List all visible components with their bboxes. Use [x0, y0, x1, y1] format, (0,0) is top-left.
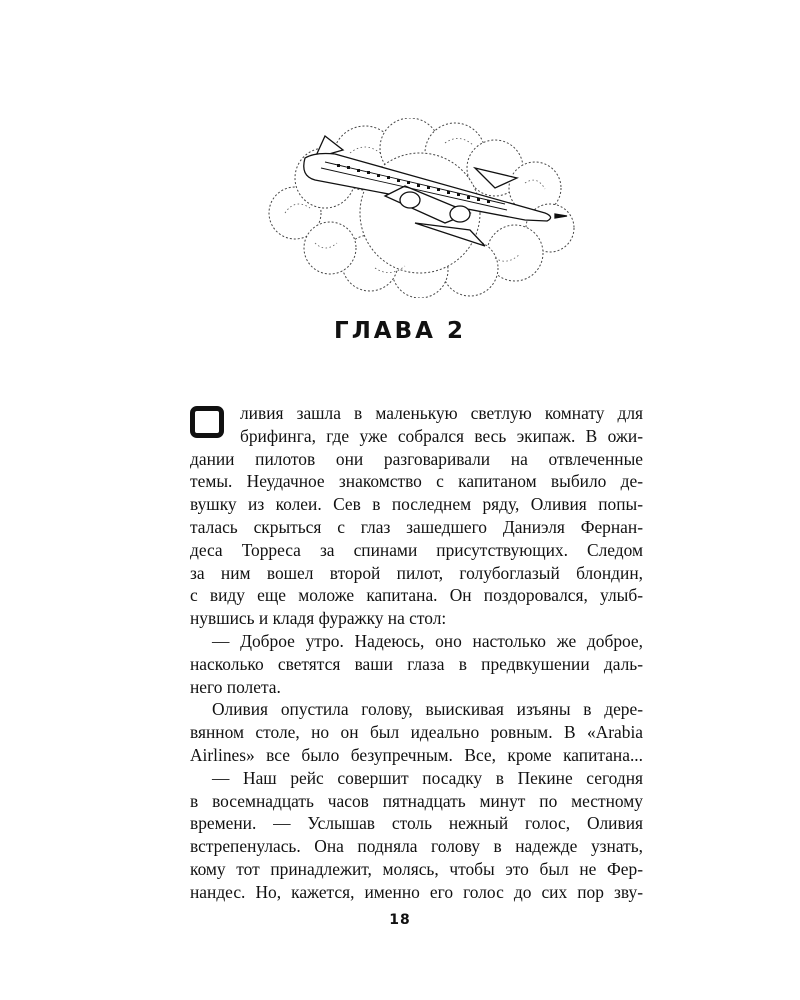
- text-line: времени. — Услышав столь нежный голос, Оливия: [190, 813, 643, 834]
- airplane-in-clouds-icon: [255, 118, 585, 298]
- text-line: насколько светятся ваши глаза в предвкушении даль-: [190, 653, 643, 674]
- text-line: — Наш рейс совершит посадку в Пекине сегодня: [212, 767, 643, 788]
- text-line: темы. Неудачное знакомство с капитаном выбило де-: [190, 471, 643, 492]
- text-line: брифинга, где уже собрался весь экипаж. В ожи-: [240, 425, 643, 446]
- text-line: кому тот принадлежит, молясь, чтобы это был не Фер-: [190, 858, 643, 879]
- page-number: 18: [389, 912, 411, 928]
- text-line: талась скрыться с глаз зашедшего Даниэля Фернан-: [190, 516, 643, 537]
- text-line: деса Торреса за спинами присутствующих. Следом: [190, 539, 643, 560]
- text-line: нандес. Но, кажется, именно его голос до сих пор зву-: [190, 881, 643, 902]
- text-line: — Доброе утро. Надеюсь, оно настолько же доброе,: [212, 630, 643, 651]
- text-line: вушку из колеи. Сев в последнем ряду, Оливия попы-: [190, 494, 643, 515]
- chapter-title: ГЛАВА 2: [334, 318, 466, 344]
- drop-cap-letter: [190, 406, 224, 438]
- text-line: за ним вошел второй пилот, голубоглазый блондин,: [190, 562, 643, 583]
- body-text: [190, 402, 643, 904]
- text-line: дании пилотов они разговаривали на отвлеченные: [190, 448, 643, 469]
- text-line: в восемнадцать часов пятнадцать минут по местному: [190, 790, 643, 811]
- text-line: встрепенулась. Она подняла голову в надежде узнать,: [190, 836, 643, 857]
- text-line: него полета.: [190, 676, 281, 697]
- text-line: Airlines» все было безупречным. Все, кроме капитана...: [190, 744, 643, 765]
- text-line: ливия зашла в маленькую светлую комнату для: [240, 403, 643, 423]
- text-line: вянном столе, но он был идеально ровным. В «Arabia: [190, 722, 643, 743]
- text-line: нувшись и кладя фуражку на стол:: [190, 608, 447, 629]
- text-line: с виду еще моложе капитана. Он поздоровался, улыб-: [190, 585, 643, 606]
- text-line: Оливия опустила голову, выискивая изъяны в дере-: [212, 699, 643, 720]
